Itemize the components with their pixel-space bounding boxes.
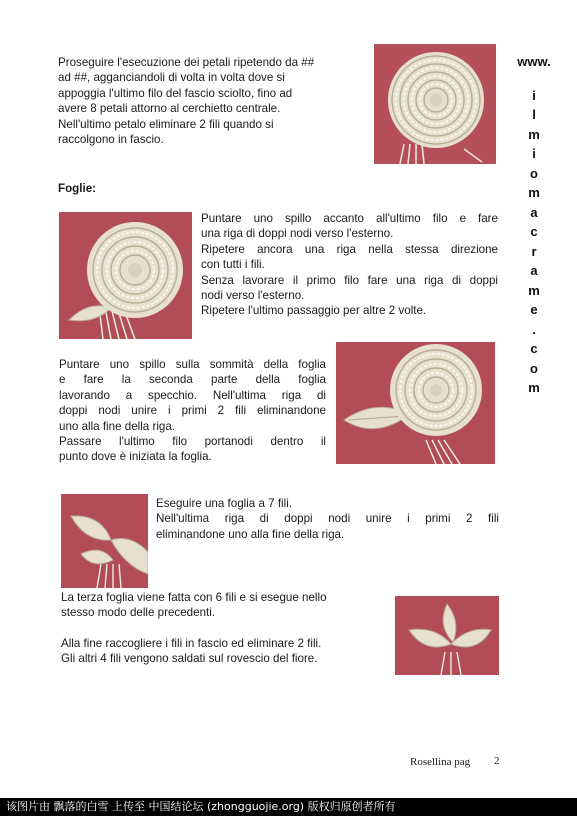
text-line: La terza foglia viene fatta con 6 fili e si esegue nello: [61, 591, 327, 604]
text-line: eliminandone uno alla fine della riga.: [156, 527, 345, 541]
text-line: Puntare uno spillo sulla sommità della foglia: [59, 358, 326, 371]
text-line: lavorando a specchio. Nell'ultima riga di: [59, 388, 326, 402]
leaf-step2-photo: [336, 342, 495, 464]
url-char: m: [528, 282, 540, 298]
url-char: a: [530, 204, 538, 220]
three-leaf-illustration: [395, 596, 499, 675]
url-char: r: [531, 243, 537, 259]
text-line: Proseguire l'esecuzione dei petali ripetendo da ##: [58, 56, 315, 69]
text-line: Nell'ultima riga di doppi nodi unire i primi 2 fili: [156, 512, 499, 526]
leaf-illustration: [61, 494, 148, 588]
text-line: Ripetere l'ultimo passaggio per altre 2 volte.: [201, 304, 427, 318]
page-number: 2: [494, 755, 500, 767]
text-line: appoggia l'ultimo filo del fascio sciolto, fino ad: [58, 86, 293, 100]
leaf-step1-photo: [59, 212, 192, 339]
section-title: Foglie:: [58, 182, 96, 195]
step3-paragraph: [156, 496, 499, 542]
watermark-banner: 该图片由 飘落的白雪 上传至 中国结论坛 (zhongguojie.org) 版权归原创者所有: [0, 798, 577, 816]
text-line: stesso modo delle precedenti.: [61, 606, 216, 620]
website-url-vertical: [508, 52, 560, 398]
url-char: m: [528, 185, 540, 200]
url-char: o: [530, 360, 538, 376]
text-line: una riga di doppi nodi verso l'esterno.: [201, 227, 394, 241]
text-line: Alla fine raccogliere i fili in fascio ed eliminare 2 fili.: [61, 636, 322, 650]
text-line: punto dove è iniziata la foglia.: [59, 450, 212, 464]
intro-paragraph: [58, 55, 368, 147]
text-line: e fare la seconda parte della foglia: [59, 373, 326, 387]
url-char: o: [530, 165, 538, 181]
url-char: e: [530, 302, 538, 317]
url-char: m: [528, 380, 540, 395]
text-line: nodi verso l'esterno.: [201, 289, 305, 303]
step2-paragraph: [59, 357, 326, 465]
rose-illustration: [374, 44, 496, 164]
text-line: Passare l'ultimo filo portanodi dentro il: [59, 435, 326, 449]
text-line: doppi nodi unire i primi 2 fili eliminandone: [59, 404, 326, 418]
text-line: uno alla fine della riga.: [59, 419, 176, 433]
text-line: Senza lavorare il primo filo fare una riga di doppi: [201, 273, 498, 287]
text-line: raccolgono in fascio.: [58, 133, 164, 147]
url-char: m: [528, 126, 540, 142]
url-char: i: [532, 146, 536, 161]
leaf-step3-photo: [61, 494, 148, 588]
rose-leaf-complete-illustration: [336, 342, 495, 464]
text-line: con tutti i fili.: [201, 258, 265, 272]
text-line: Gli altri 4 fili vengono saldati sul rovescio del fiore.: [61, 652, 318, 666]
rose-photo: [374, 44, 496, 164]
text-line: Puntare uno spillo accanto all'ultimo filo e fare: [201, 212, 498, 225]
url-char: .: [532, 321, 536, 337]
text-line: avere 8 petali attorno al cerchietto centrale.: [58, 102, 281, 116]
url-char: l: [532, 107, 536, 122]
url-char: i: [532, 87, 536, 103]
text-line: ad ##, agganciandoli di volta in volta dove si: [58, 71, 285, 85]
text-line: Eseguire una foglia a 7 fili.: [156, 497, 292, 510]
text-line: [61, 621, 391, 636]
url-char: c: [530, 341, 538, 356]
url-char: c: [530, 224, 538, 239]
rose-leaf-illustration: [59, 212, 192, 339]
step1-paragraph: [201, 211, 498, 319]
url-char: www.: [517, 54, 551, 69]
step4-paragraph: [61, 590, 391, 667]
text-line: Ripetere ancora una riga nella stessa direzione: [201, 242, 498, 256]
text-line: Nell'ultimo petalo eliminare 2 fili quando si: [58, 117, 274, 131]
url-char: a: [530, 263, 538, 278]
footer-label: Rosellina pag: [410, 756, 471, 768]
leaf-step4-photo: [395, 596, 499, 675]
